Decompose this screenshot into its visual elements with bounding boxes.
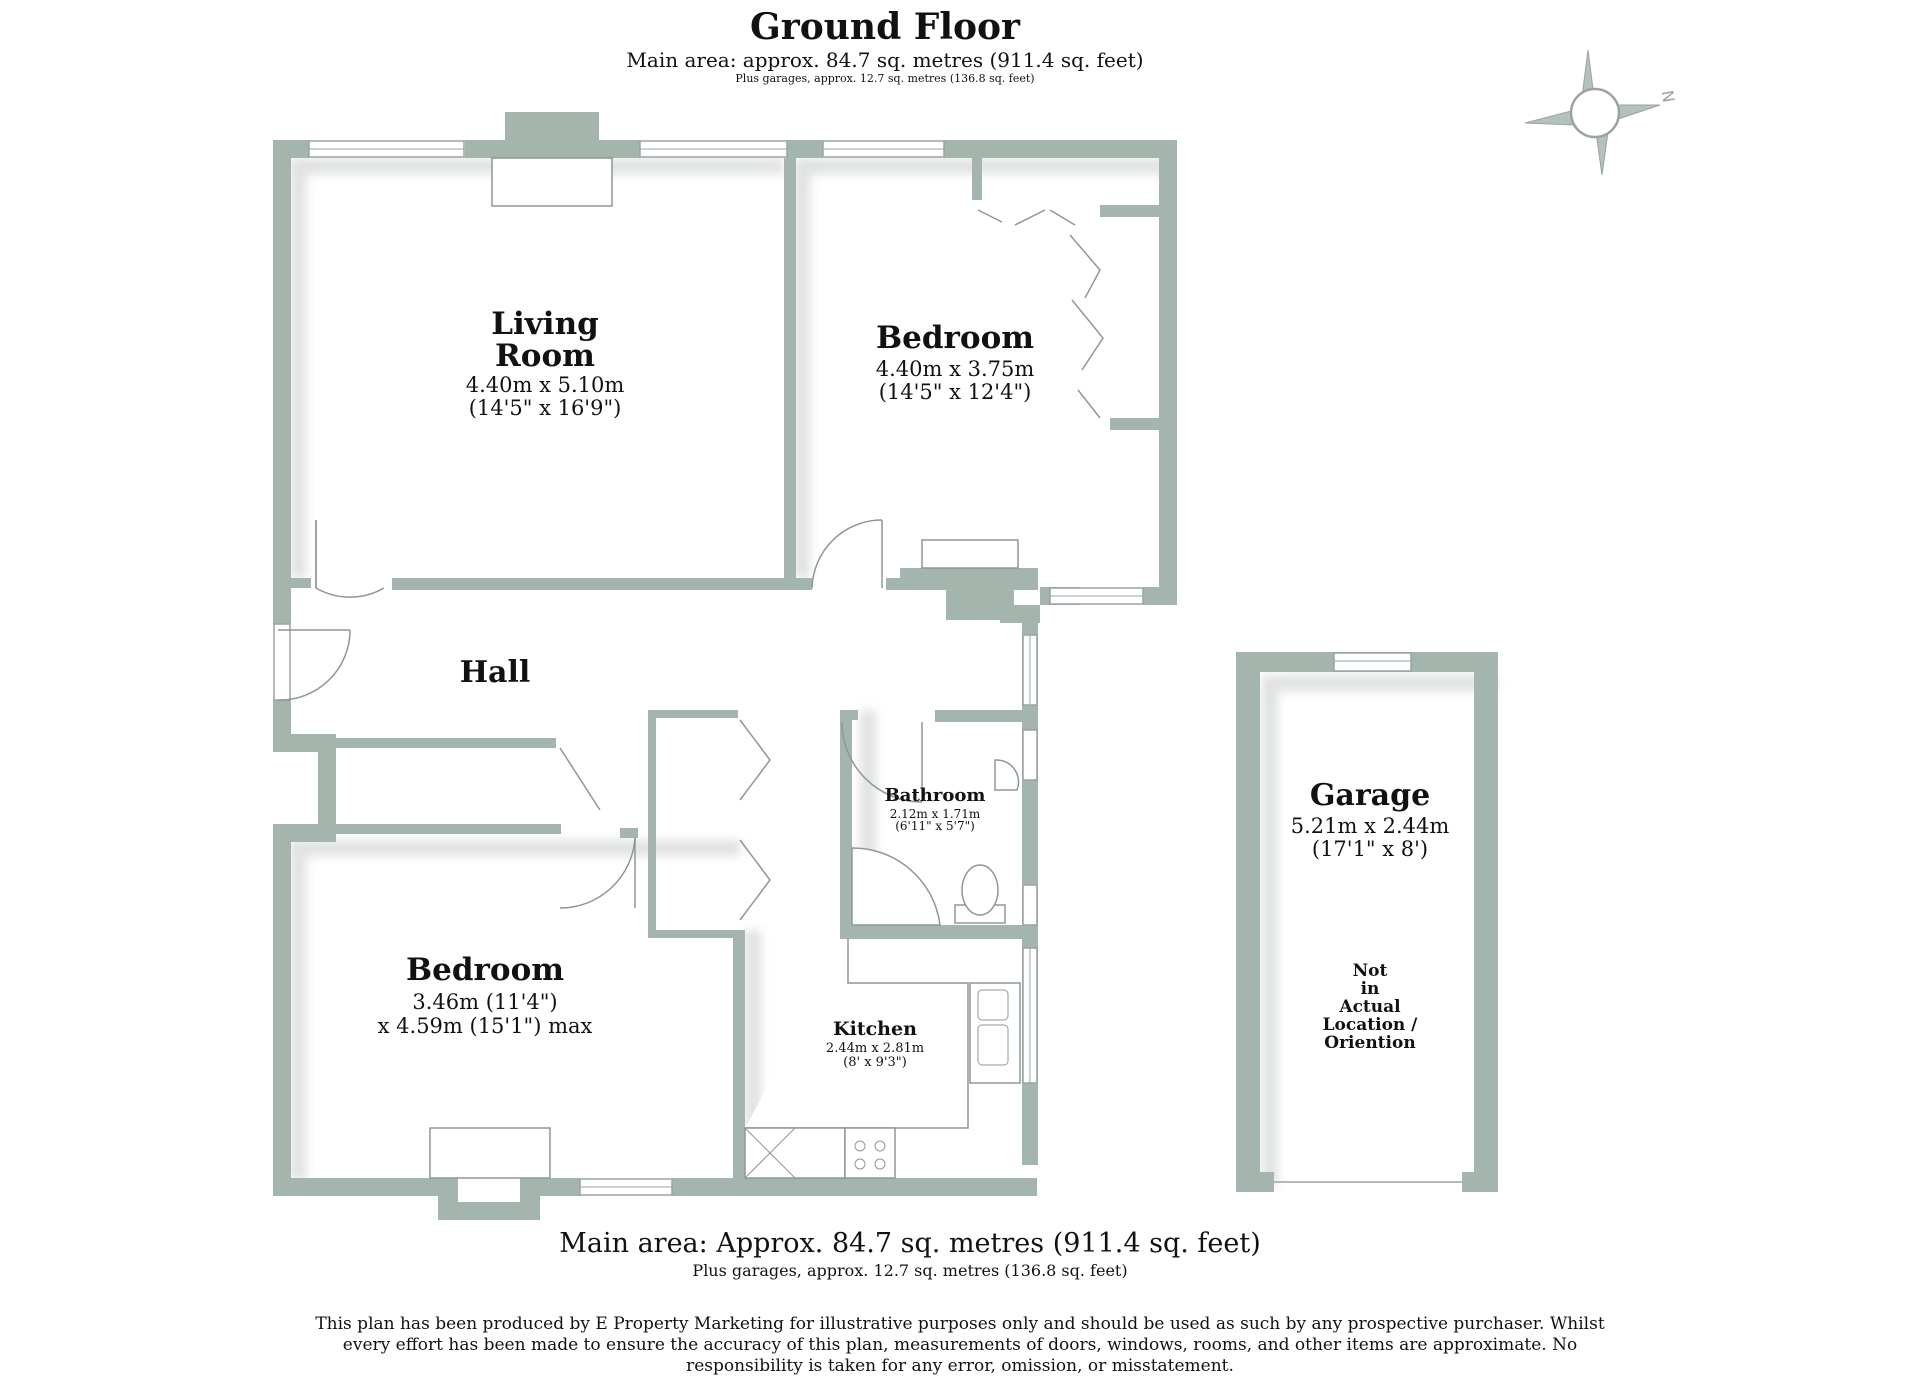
garage-note-line: Not	[1352, 961, 1388, 981]
living-room-name-line1: Living	[491, 306, 599, 342]
hall-name: Hall	[459, 655, 531, 690]
page-subtitle: Main area: approx. 84.7 sq. metres (911.4 sq. feet)	[626, 48, 1144, 72]
bedroom-2-name: Bedroom	[405, 952, 565, 988]
living-room-imperial: (14'5" x 16'9")	[468, 396, 622, 420]
garage-note-line: Oriention	[1324, 1033, 1416, 1053]
disclaimer-line: responsibility is taken for any error, omission, or misstatement.	[686, 1356, 1234, 1376]
footer-main-area: Main area: Approx. 84.7 sq. metres (911.4 sq. feet)	[559, 1228, 1261, 1259]
bedroom-2-line1: 3.46m (11'4")	[412, 990, 558, 1014]
bedroom-1-name: Bedroom	[875, 320, 1035, 356]
disclaimer-line: every effort has been made to ensure the accuracy of this plan, measurements of doors, windows, rooms, and other items are approximate. No	[342, 1335, 1578, 1355]
kitchen-metric: 2.44m x 2.81m	[825, 1041, 925, 1056]
bedroom-1-metric: 4.40m x 3.75m	[875, 357, 1035, 381]
footer-garages: Plus garages, approx. 12.7 sq. metres (136.8 sq. feet)	[692, 1261, 1128, 1280]
garage-name: Garage	[1309, 778, 1431, 813]
bedroom-2-line2: x 4.59m (15'1") max	[377, 1014, 593, 1038]
garage-imperial: (17'1" x 8')	[1311, 837, 1429, 861]
garage-note-line: Actual	[1339, 997, 1401, 1017]
kitchen-name: Kitchen	[833, 1018, 917, 1040]
living-room-name-line2: Room	[495, 338, 595, 374]
page-title: Ground Floor	[750, 6, 1020, 48]
disclaimer-line: This plan has been produced by E Property Marketing for illustrative purposes only and should be used as such by any prospective purchaser. Whilst	[315, 1314, 1605, 1334]
bathroom-imperial: (6'11" x 5'7")	[895, 819, 975, 833]
bathroom-name: Bathroom	[884, 785, 986, 806]
garage-note-line: in	[1360, 979, 1380, 999]
bedroom-1-imperial: (14'5" x 12'4")	[878, 380, 1032, 404]
garage-note-line: Location /	[1322, 1015, 1418, 1035]
compass-label: N	[1657, 88, 1679, 105]
page-subnote: Plus garages, approx. 12.7 sq. metres (136.8 sq. feet)	[735, 72, 1035, 85]
living-room-metric: 4.40m x 5.10m	[465, 373, 625, 397]
compass-icon	[1520, 45, 1680, 185]
garage-metric: 5.21m x 2.44m	[1290, 814, 1450, 838]
kitchen-imperial: (8' x 9'3")	[843, 1055, 907, 1070]
bathroom-metric: 2.12m x 1.71m	[889, 807, 981, 821]
